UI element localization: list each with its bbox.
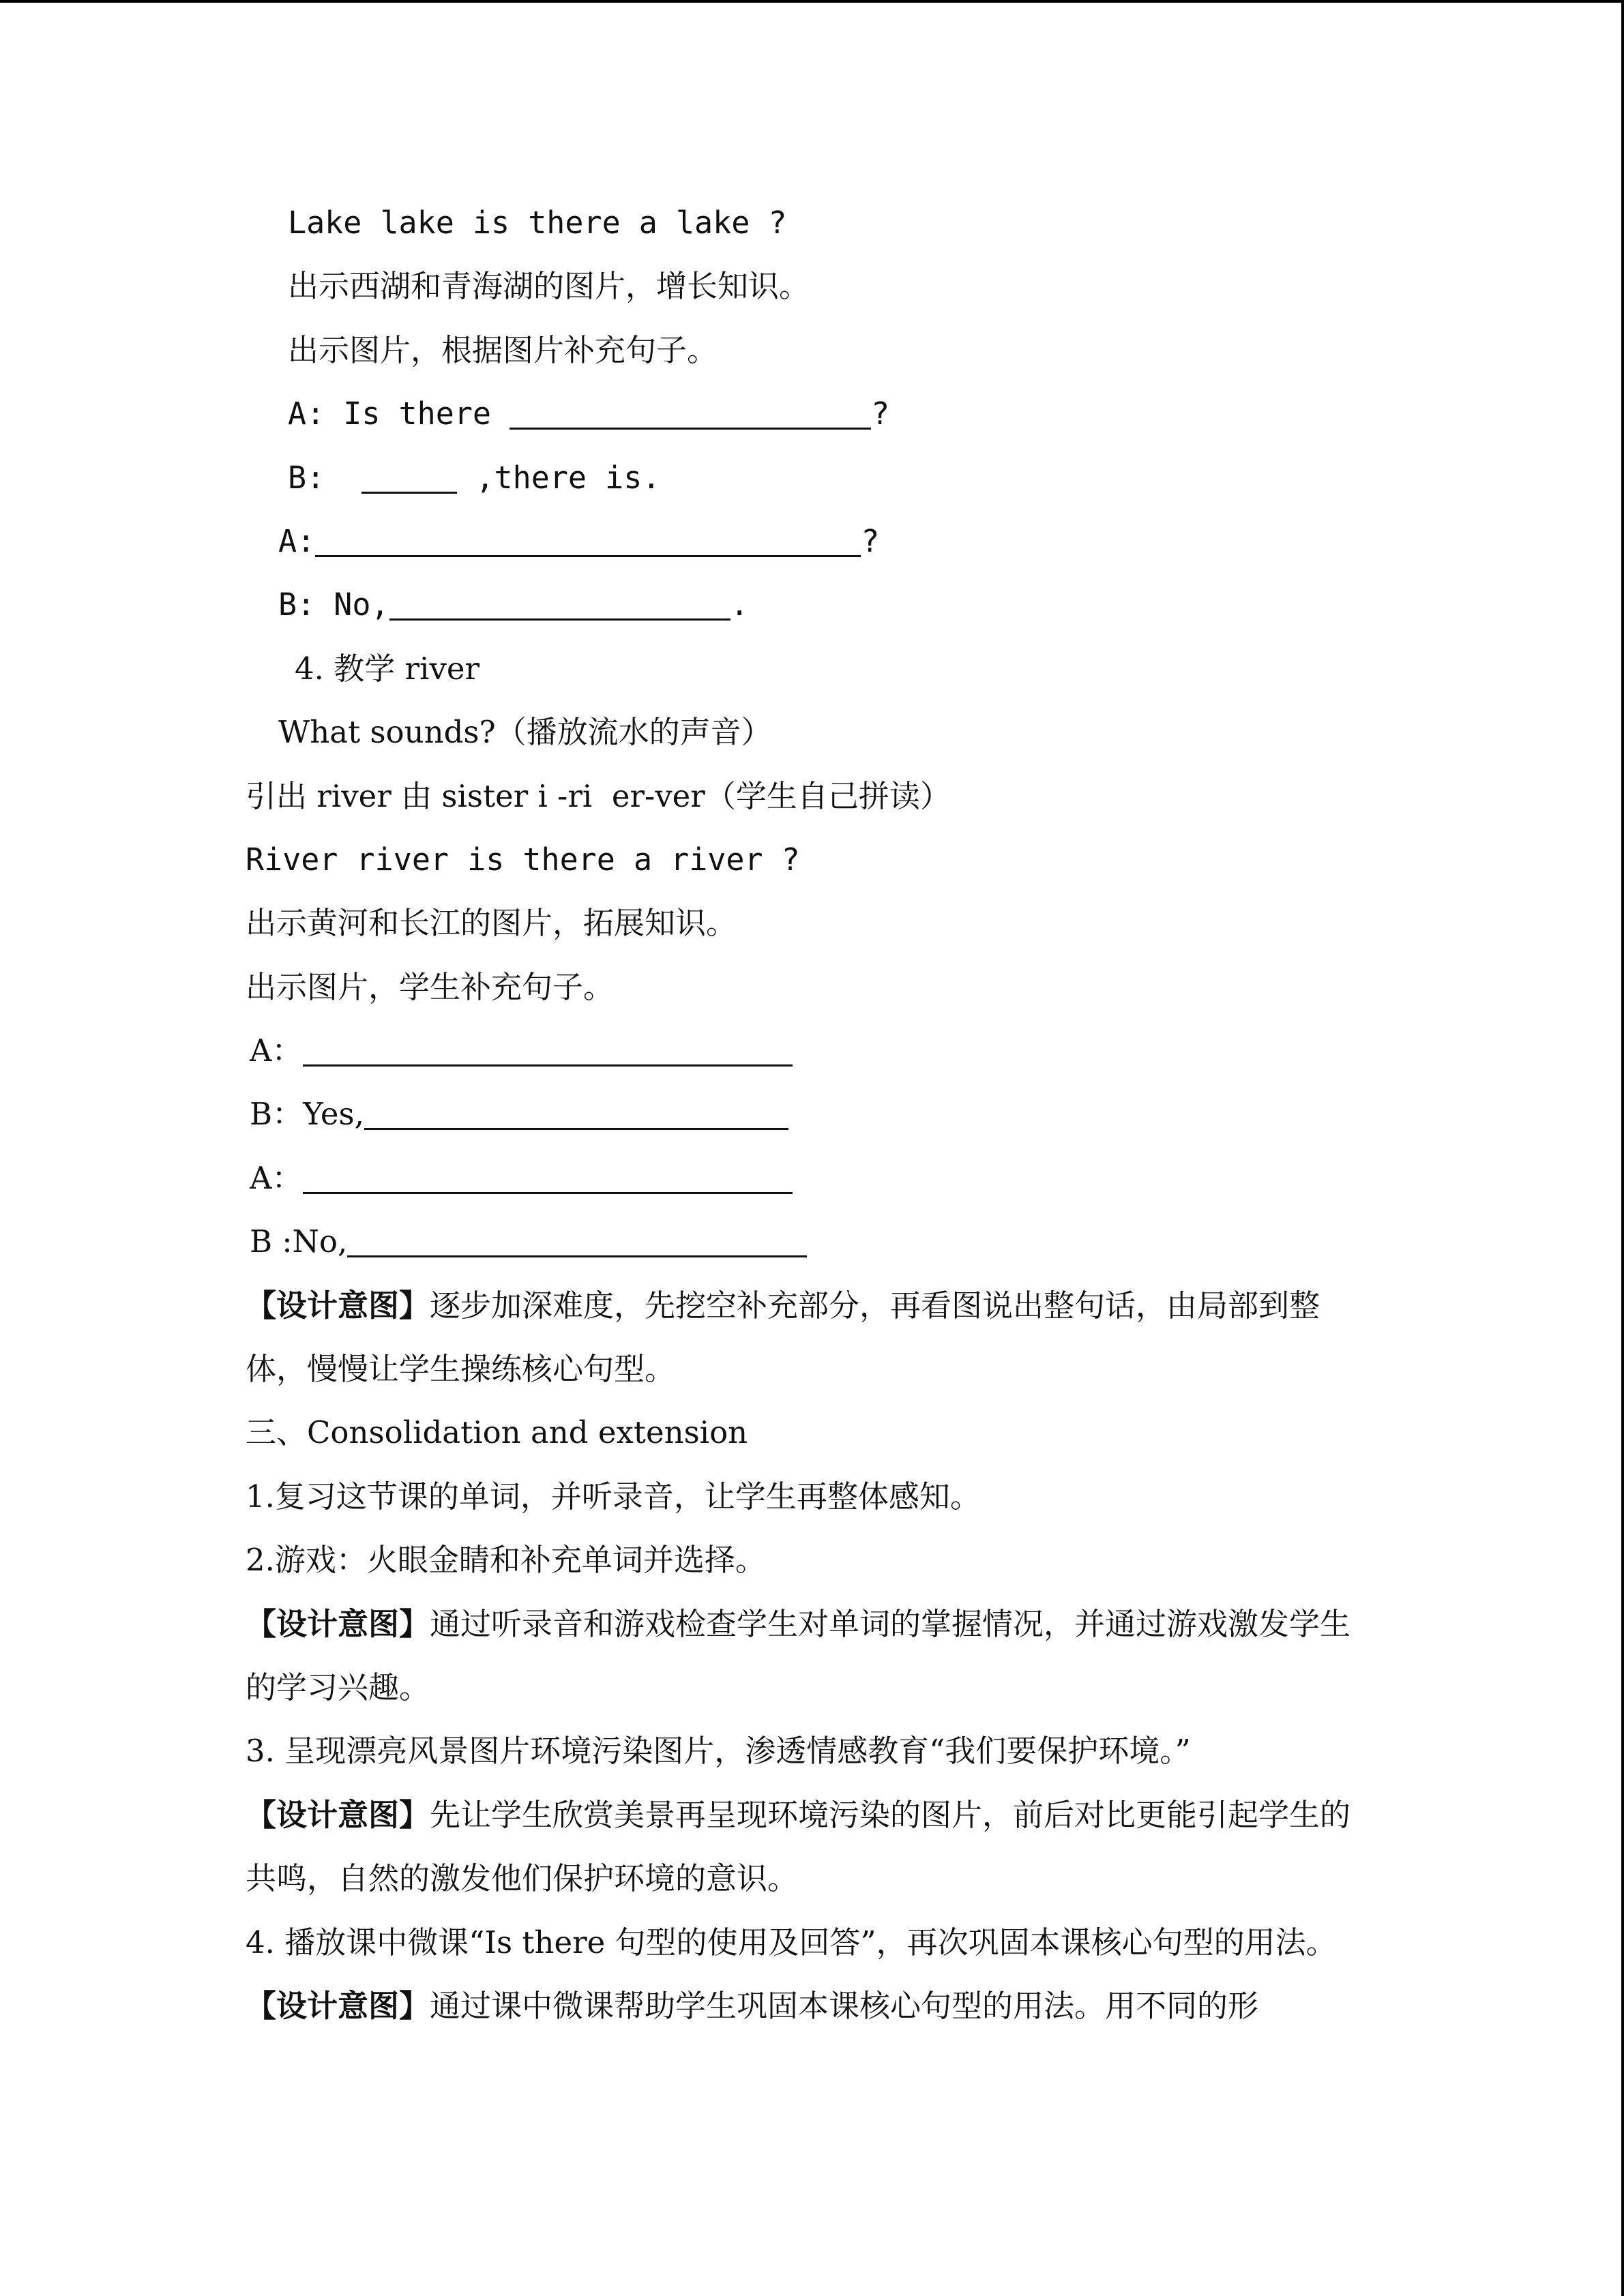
text: B :No, (250, 1223, 348, 1260)
page-right-border (1621, 0, 1624, 2296)
line-show-scenery (246, 1719, 1378, 1783)
line-introduce-river (246, 764, 1378, 828)
text: 4. 教学 river (295, 650, 480, 687)
line-b-no (246, 573, 1378, 636)
design-intent-label: 【设计意图】 (246, 1796, 430, 1833)
text: 4. 播放课中微课“Is there 句型的使用及回答”，再次巩固本课核心句型的用法。 (246, 1924, 1337, 1960)
line-show-rivers (246, 891, 1378, 955)
line-lake-question (246, 191, 1378, 254)
text: A: (278, 522, 316, 559)
line-b-there-is (246, 446, 1378, 509)
text: A： (250, 1159, 303, 1196)
fill-blank (303, 1158, 793, 1194)
design-intent-2 (246, 1592, 1378, 1720)
text: 出示黄河和长江的图片，拓展知识。 (246, 905, 737, 942)
text: 先让学生欣赏美景再呈现环境污染的图片，前后对比更能引起学生的共鸣，自然的激发他们保护环境的意识。 (246, 1796, 1351, 1897)
page-top-border (0, 0, 1624, 3)
text: B：Yes, (250, 1096, 364, 1133)
line-a-blank-2 (246, 1146, 1378, 1210)
line-river-question (246, 828, 1378, 891)
text: ? (861, 522, 880, 559)
design-intent-label: 【设计意图】 (246, 1287, 430, 1324)
text: B: No, (278, 586, 389, 623)
line-a-blank-1 (246, 1019, 1378, 1082)
fill-blank (347, 1221, 807, 1257)
line-b-no-2 (246, 1210, 1378, 1273)
design-intent-label: 【设计意图】 (246, 1605, 430, 1642)
line-show-pictures (246, 318, 1378, 382)
text: 出示图片，学生补充句子。 (246, 968, 615, 1005)
document-body (246, 191, 1378, 2038)
text: ? (871, 396, 890, 432)
text: Lake lake is there a lake ? (288, 205, 787, 241)
text: A: Is there (288, 396, 510, 432)
line-b-yes (246, 1082, 1378, 1146)
design-intent-3 (246, 1783, 1378, 1911)
text: B: (288, 459, 362, 496)
line-a-question (246, 509, 1378, 573)
text: River river is there a river ? (246, 841, 800, 878)
line-micro-lesson (246, 1911, 1378, 1974)
line-show-lakes (246, 254, 1378, 318)
text: 逐步加深难度，先挖空补充部分，再看图说出整句话，由局部到整体，慢慢让学生操练核心句型。 (246, 1287, 1320, 1388)
text: ,there is. (457, 459, 661, 496)
text: . (730, 586, 749, 623)
text: 通过听录音和游戏检查学生对单词的掌握情况，并通过游戏激发学生的学习兴趣。 (246, 1605, 1351, 1706)
text: 1.复习这节课的单词，并听录音，让学生再整体感知。 (246, 1478, 981, 1515)
line-students-complete (246, 955, 1378, 1019)
line-teach-river (246, 637, 1378, 700)
text: 三、Consolidation and extension (246, 1414, 748, 1451)
fill-blank (510, 393, 871, 430)
fill-blank (389, 584, 730, 621)
fill-blank (315, 521, 861, 557)
line-review-words (246, 1465, 1378, 1528)
text: 出示图片，根据图片补充句子。 (288, 331, 718, 368)
design-intent-label: 【设计意图】 (246, 1988, 430, 2025)
text: 引出 river 由 sister i -ri er-ver（学生自己拼读） (246, 777, 951, 814)
line-game (246, 1528, 1378, 1592)
fill-blank (361, 458, 457, 494)
design-intent-4 (246, 1974, 1378, 2038)
line-a-is-there (246, 382, 1378, 445)
text: What sounds?（播放流水的声音） (278, 714, 772, 751)
fill-blank (303, 1030, 793, 1067)
text: 通过课中微课帮助学生巩固本课核心句型的用法。用不同的形 (430, 1988, 1259, 2025)
text: 3. 呈现漂亮风景图片环境污染图片，渗透情感教育“我们要保护环境。” (246, 1733, 1191, 1770)
design-intent-1 (246, 1274, 1378, 1401)
section-heading-consolidation (246, 1401, 1378, 1464)
text: A： (250, 1032, 303, 1069)
fill-blank (364, 1094, 788, 1130)
text: 2.游戏：火眼金睛和补充单词并选择。 (246, 1542, 766, 1579)
line-what-sounds (246, 700, 1378, 764)
text: 出示西湖和青海湖的图片，增长知识。 (288, 268, 810, 305)
